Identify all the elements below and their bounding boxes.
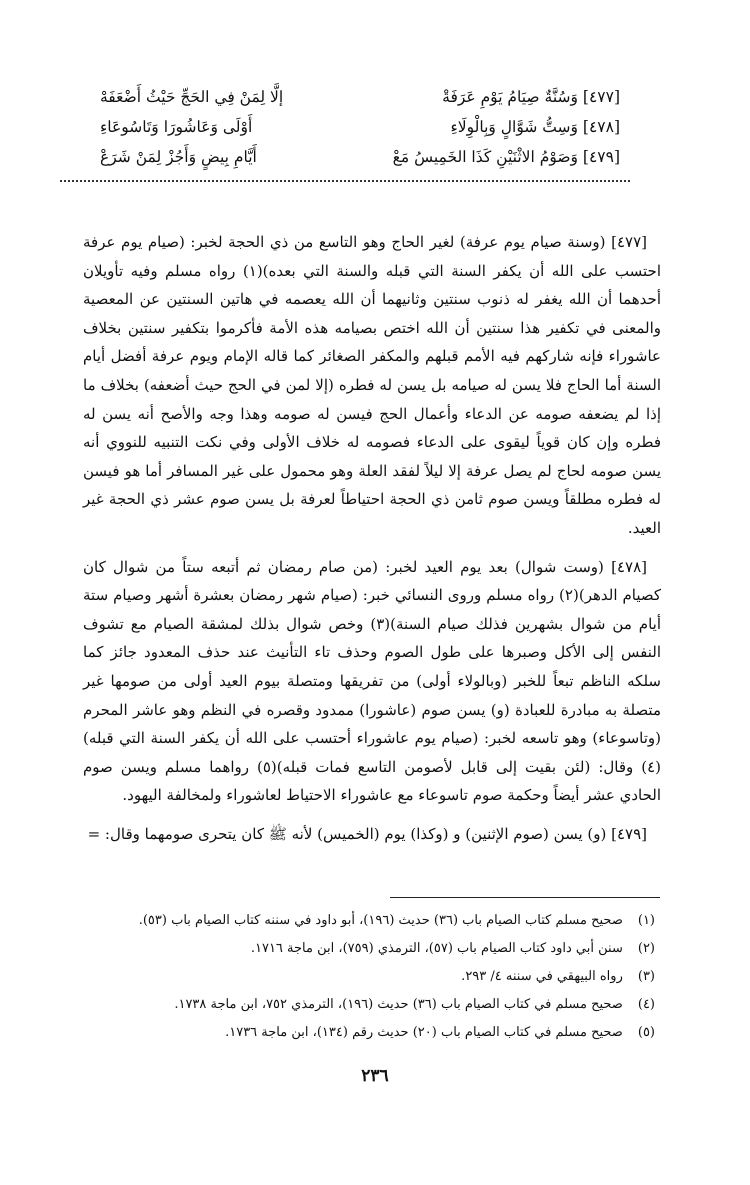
paragraph-478: [٤٧٨] (وست شوال) بعد يوم العيد لخبر: (من صام رمضان ثم أتبعه ستاً من شوال كان كصيام الدهر)(٢) رواه مسلم وروى النسائي خبر: (صيام شهر رمضان بعشرة أشهر وصيام ستة أيام من شوال بشهرين فذلك صيام السنة)(٣) وخص شوال بذلك لمشقة الصيام مع تشوف النفس إلى الأكل وصبرها على طول الصوم وحذف تاء التأنيث عند حذف المعدود جائز كما سلكه الناظم تبعاً للخبر (وبالولاء أولى) من تفريقها ومتصلة بيوم العيد أولى من صومها غير متصلة به مبادرة للعبادة (و) يسن صوم (عاشورا) ممدود وقصره في النظم وهو عاشر المحرم (وتاسوعاء) وهو تاسعه لخبر: (صيام يوم عاشوراء أحتسب على الله أن يكفر السنة التي قبله)(٤) وقال: (لئن بقيت إلى قابل لأصومن التاسع فمات قبله)(٥) رواهما مسلم ويسن صوم الحادي عشر أيضاً وحكمة صوم تاسوعاء مع عاشوراء الاحتياط لعاشوراء ولمخالفة اليهود. (83, 557, 661, 805)
footnote-text: صحيح مسلم في كتاب الصيام باب (٣٦) حديث (١٩٦)، الترمذي ٧٥٢، ابن ماجة ١٧٣٨. (174, 997, 623, 1012)
verse-line (100, 82, 620, 112)
paragraph-479: [٤٧٩] (و) يسن (صوم الإثنين) و (وكذا) يوم (الخميس) لأنه ﷺ كان يتحرى صومهما وقال: = (87, 824, 647, 843)
footnote-divider (390, 897, 660, 898)
footnote (75, 991, 655, 1019)
verse-second-hemistich: أَيَّامِ بِيضٍ وَأَجُزْ لِمَنْ شَرَعْ (100, 148, 257, 166)
footnote (75, 935, 655, 963)
verse-second-hemistich: إلَّا لِمَنْ فِي الحَجِّ حَيْثُ أَضْعَفَهْ (100, 88, 284, 106)
verse-line (100, 112, 620, 142)
footnote-number: (٥) (637, 1025, 655, 1040)
footnote-number: (١) (637, 913, 655, 928)
footnote-text: صحيح مسلم كتاب الصيام باب (٣٦) حديث (١٩٦)، أبو داود في سننه كتاب الصيام باب (٥٣). (138, 913, 623, 928)
verse-second-hemistich: أَوْلَى وَعَاشُورَا وَتَاسُوعَاءِ (100, 118, 253, 136)
verse-line (100, 142, 620, 172)
footnote (75, 907, 655, 935)
footnote (75, 1019, 655, 1047)
footnote-number: (٣) (637, 969, 655, 984)
footnote-text: سنن أبي داود كتاب الصيام باب (٥٧)، الترمذي (٧٥٩)، ابن ماجة ١٧١٦. (250, 941, 623, 956)
footnote-text: صحيح مسلم في كتاب الصيام باب (٢٠) حديث رقم (١٣٤)، ابن ماجة ١٧٣٦. (225, 1025, 623, 1040)
footnote (75, 963, 655, 991)
verse-first-hemistich: [٤٧٨] وَسِتُّ شَوَّالٍ وَبِالْوِلَاءِ (450, 118, 620, 136)
page-number: ٢٣٦ (361, 1066, 389, 1086)
verse-first-hemistich: [٤٧٧] وَسُنَّةٌ صِيَامُ يَوْمِ عَرَفَةْ (442, 88, 620, 106)
verse-first-hemistich: [٤٧٩] وَصَوْمُ الاثْنَيْنِ كَذَا الخَمِيسُ مَعْ (392, 148, 620, 166)
dotted-separator (60, 180, 630, 182)
paragraph-477: [٤٧٧] (وسنة صيام يوم عرفة) لغير الحاج وهو التاسع من ذي الحجة لخبر: (صيام يوم عرفة احتسب على الله أن يكفر السنة التي قبله والسنة التي بعده)(١) رواه مسلم وفيه تأويلان أحدهما أن الله يغفر له ذنوب سنتين وثانيهما أن الله يعصمه في هاتين السنتين عن المعصية والمعنى في تكفير هذا سنتين أن الله اختص بصيامه هذه الأمة فأكرموا بتكفير سنتين بخلاف عاشوراء فإنه شاركهم فيه الأمم قبلهم والمكفر الصغائر كما قاله الإمام ويوم عرفة أفضل أيام السنة أما الحاج فلا يسن له صيامه بل يسن له فطره (إلا لمن في الحج حيث أضعفه) بخلاف ما إذا لم يضعفه صومه عن الدعاء وأعمال الحج فيسن له صومه وهذا وجه والأصح أنه يسن له فطره وإن كان قوياً ليقوى على الدعاء فصومه له خلاف الأولى وفي نكت التنبيه للنووي أنه يسن صومه لحاج لم يصل عرفة إلا ليلاً لفقد العلة وهو محمول على غير المسافر أما هو فيسن له فطره مطلقاً ويسن صوم ثامن ذي الحجة احتياطاً لعرفة بل يسن صوم عشر ذي الحجة غير العيد. (83, 233, 661, 537)
commentary-text (83, 228, 661, 858)
footnote-text: رواه البيهقي في سننه ٤/ ٢٩٣. (461, 969, 623, 984)
poem-verses (100, 82, 620, 172)
footnote-number: (٤) (637, 997, 655, 1012)
footnote-number: (٢) (637, 941, 655, 956)
footnotes (75, 907, 655, 1047)
